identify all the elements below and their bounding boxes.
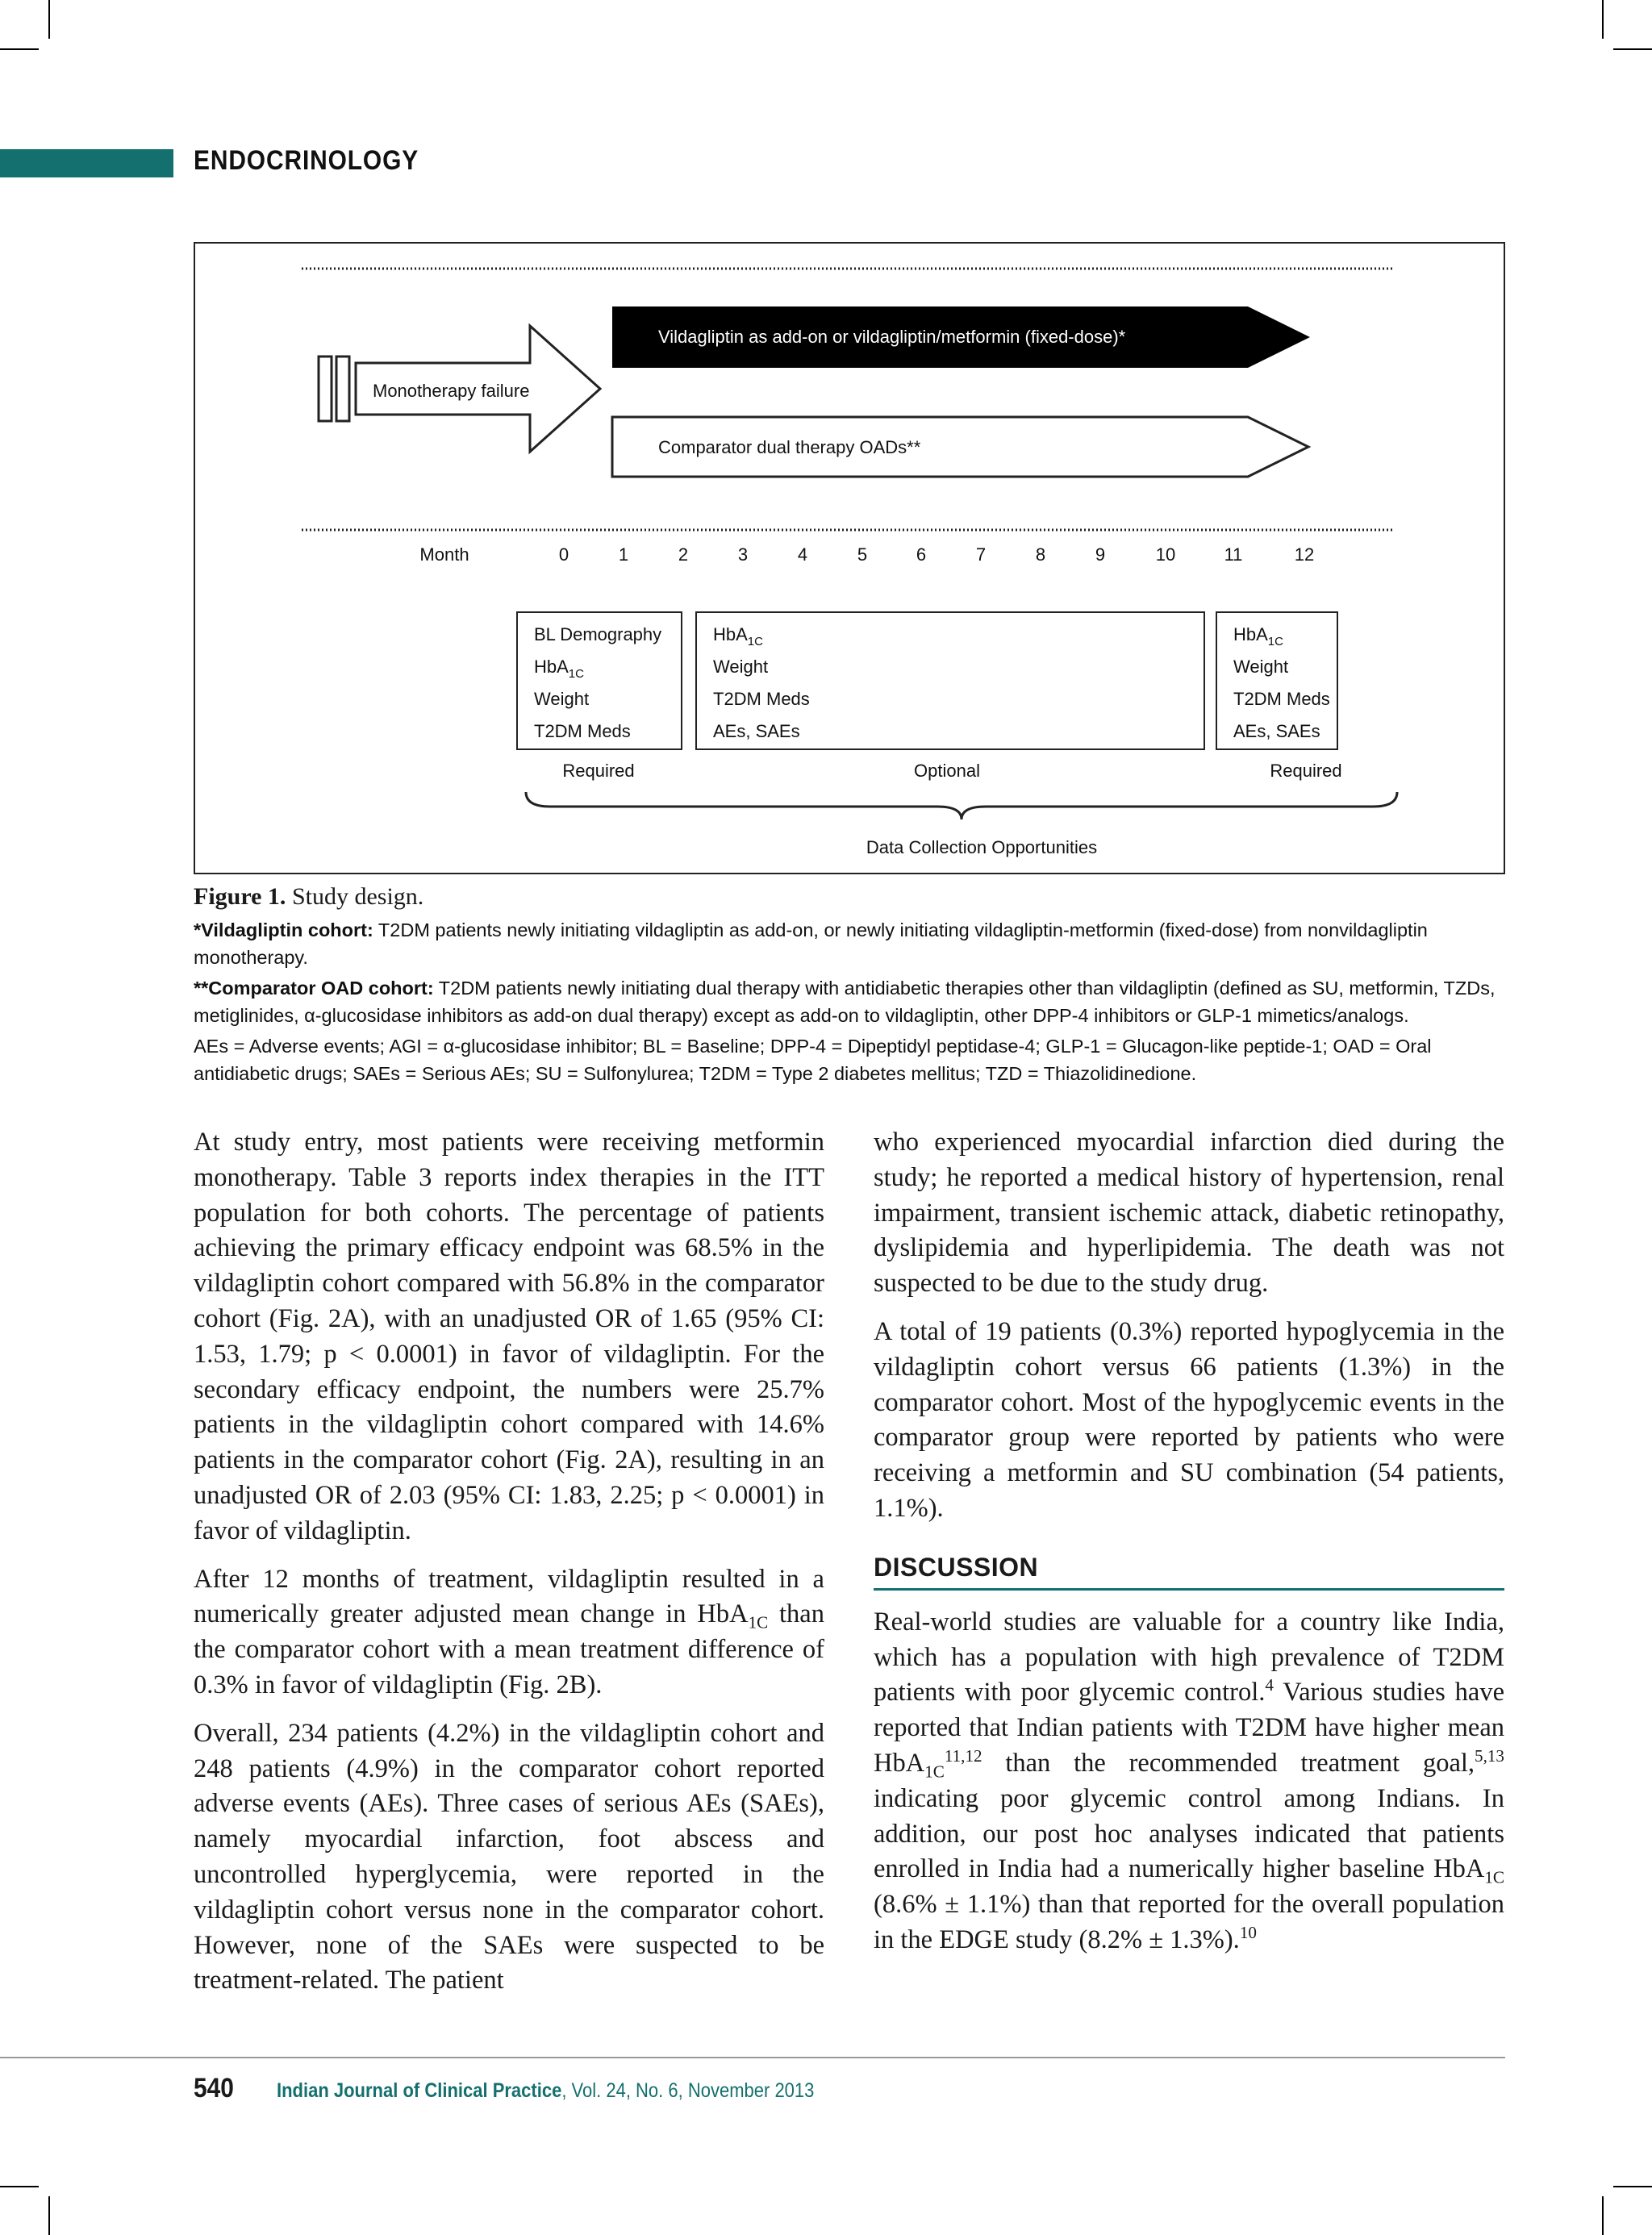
- left-column: [194, 1125, 824, 2012]
- footnote-abbreviations: AEs = Adverse events; AGI = α-glucosidase inhibitor; BL = Baseline; DPP-4 = Dipeptidyl peptidase-4; GLP-1 = Glucagon-like peptide-1; OAD = Oral antidiabetic drugs; SAEs = Serious AEs; SU = Sulfonylurea; T2DM = Type 2 diabetes mellitus; TZD = Thiazolidinedione.: [194, 1036, 1432, 1084]
- box-bl-line2: HbA$_{1C}$: [534, 657, 584, 681]
- footnote-vildagliptin: [194, 916, 1505, 971]
- box-end-line1: HbA$_{1C}$: [1233, 624, 1283, 648]
- month-tick-label: 8: [1035, 544, 1046, 565]
- journal-citation: [277, 2079, 814, 2103]
- discussion-heading: DISCUSSION: [874, 1551, 1504, 1591]
- paragraph: who experienced myocardial infarction died during the study; he reported a medical history of hypertension, renal impairment, transient ischemic attack, diabetic retinopathy, dyslipidemia and hyperlipidemia. The death was not suspected to be due to the study drug.: [874, 1128, 1504, 1299]
- crop-mark: [0, 2186, 39, 2187]
- footnote-vildagliptin-text: T2DM patients newly initiating vildagliptin as add-on, or newly initiating vildagliptin-metformin (fixed-dose) from nonvildagliptin monotherapy.: [194, 919, 1428, 968]
- month-tick-label: 12: [1294, 544, 1315, 565]
- month-tick-label: 1: [618, 544, 629, 565]
- figure-title: Study design.: [286, 883, 424, 910]
- paragraph: Overall, 234 patients (4.2%) in the vildagliptin cohort and 248 patients (4.9%) in the comparator cohort reported adverse events (AEs). Three cases of serious AEs (SAEs), namely myocardial infarction, foot abscess and uncontrolled hyperglycemia, were reported in the vildagliptin cohort versus none in the comparator cohort. However, none of the SAEs were suspected to be treatment-related. The patient: [194, 1718, 824, 1995]
- box-end-line3: T2DM Meds: [1233, 689, 1330, 709]
- journal-issue: , Vol. 24, No. 6, November 2013: [561, 2079, 815, 2102]
- figure-label: Figure 1.: [194, 883, 286, 910]
- paragraph: A total of 19 patients (0.3%) reported hypoglycemia in the vildagliptin cohort versus 66 patients (1.3%) in the comparator cohort. Most of the hypoglycemic events in the comparator group were reported by patients who were receiving a metformin and SU combination (54 patients, 1.1%).: [874, 1316, 1504, 1523]
- crop-mark: [1602, 0, 1604, 39]
- month-tick-label: 3: [737, 544, 749, 565]
- page-number: 540: [194, 2073, 234, 2104]
- required-right-label: Required: [1270, 761, 1342, 781]
- curly-brace: [526, 792, 1397, 819]
- required-left-label: Required: [562, 761, 635, 781]
- data-collection-label: Data Collection Opportunities: [866, 837, 1098, 857]
- optional-label: Optional: [914, 761, 980, 781]
- month-tick-label: 5: [857, 544, 868, 565]
- paragraph: After 12 months of treatment, vildagliptin resulted in a numerically greater adjusted mean change in HbA$_{1C}$ than the comparator cohort with a mean treatment difference of 0.3% in favor of vildagliptin (Fig. 2B).: [194, 1564, 824, 1699]
- footnote-comparator: [194, 974, 1505, 1029]
- box-end-line4: AEs, SAEs: [1233, 721, 1320, 741]
- figure-caption: [194, 883, 423, 911]
- vildagliptin-arrow-label: Vildagliptin as add-on or vildagliptin/metformin (fixed-dose)*: [658, 327, 1126, 347]
- figure-frame: [194, 242, 1505, 874]
- crop-mark: [0, 48, 39, 50]
- month-axis-label: Month: [419, 544, 469, 565]
- crop-mark: [48, 0, 50, 39]
- footnote-comparator-label: **Comparator OAD cohort:: [194, 978, 434, 999]
- comparator-arrow-label: Comparator dual therapy OADs**: [658, 437, 921, 457]
- section-color-bar: [0, 149, 173, 177]
- box-bl-line3: Weight: [534, 689, 590, 709]
- footnote-comparator-text: T2DM patients newly initiating dual therapy with antidiabetic therapies other than vildagliptin (defined as SU, metformin, TZDs, metiglinides, α-glucosidase inhibitors as add-on dual therapy) except as add-on to vildagliptin, other DPP-4 inhibitors or GLP-1 mimetics/analogs.: [194, 978, 1496, 1026]
- box-end-line2: Weight: [1233, 657, 1289, 677]
- bar-symbol: [319, 357, 332, 421]
- month-tick-label: 10: [1155, 544, 1176, 565]
- month-tick-label: 6: [916, 544, 927, 565]
- box-bl-line4: T2DM Meds: [534, 721, 631, 741]
- crop-mark: [1602, 2196, 1604, 2235]
- journal-name: Indian Journal of Clinical Practice: [277, 2079, 562, 2102]
- month-tick-label: 0: [558, 544, 569, 565]
- section-title: ENDOCRINOLOGY: [194, 145, 419, 176]
- box-bl-line1: BL Demography: [534, 624, 662, 644]
- month-tick-label: 4: [797, 544, 808, 565]
- monotherapy-label: Monotherapy failure: [373, 381, 530, 401]
- paragraph: At study entry, most patients were receiving metformin monotherapy. Table 3 reports index therapies in the ITT population for both cohorts. The percentage of patients achieving the primary efficacy endpoint was 68.5% in the vildagliptin cohort compared with 56.8% in the comparator cohort (Fig. 2A), with an unadjusted OR of 1.65 (95% CI: 1.53, 1.79; p < 0.0001) in favor of vildagliptin. For the secondary efficacy endpoint, the numbers were 25.7% patients in the vildagliptin cohort compared with 14.6% patients in the comparator cohort (Fig. 2A), resulting in an unadjusted OR of 2.03 (95% CI: 1.83, 2.25; p < 0.0001) in favor of vildagliptin.: [194, 1128, 824, 1545]
- bar-symbol: [336, 357, 349, 421]
- crop-mark: [1613, 48, 1652, 50]
- crop-mark: [1613, 2186, 1652, 2187]
- month-tick-label: 2: [678, 544, 689, 565]
- month-ticks: [559, 544, 1314, 565]
- box-mid-line1: HbA$_{1C}$: [713, 624, 763, 648]
- study-design-diagram: [195, 244, 1507, 876]
- box-mid-line2: Weight: [713, 657, 769, 677]
- footnote-vildagliptin-label: *Vildagliptin cohort:: [194, 919, 373, 940]
- crop-mark: [48, 2196, 50, 2235]
- footer-rule: [0, 2057, 1505, 2058]
- month-tick-label: 7: [975, 544, 987, 565]
- box-mid-line4: AEs, SAEs: [713, 721, 800, 741]
- box-mid-line3: T2DM Meds: [713, 689, 810, 709]
- paragraph: Real-world studies are valuable for a country like India, which has a population with high prevalence of T2DM patients with poor glycemic control.$^4$ Various studies have reported that Indian patients with T2DM have higher mean HbA$_{1C}^{11,12}$ than the recommended treatment goal,$^{5,13}$ indicating poor glycemic control among Indians. In addition, our post hoc analyses indicated that patients enrolled in India had a numerically higher baseline HbA$_{1C}$ (8.6% ± 1.1%) than that reported for the overall population in the EDGE study (8.2% ± 1.3%).$^{10}$: [874, 1607, 1504, 1954]
- month-tick-label: 9: [1095, 544, 1106, 565]
- right-column: [874, 1125, 1504, 1971]
- month-tick-label: 11: [1224, 544, 1243, 565]
